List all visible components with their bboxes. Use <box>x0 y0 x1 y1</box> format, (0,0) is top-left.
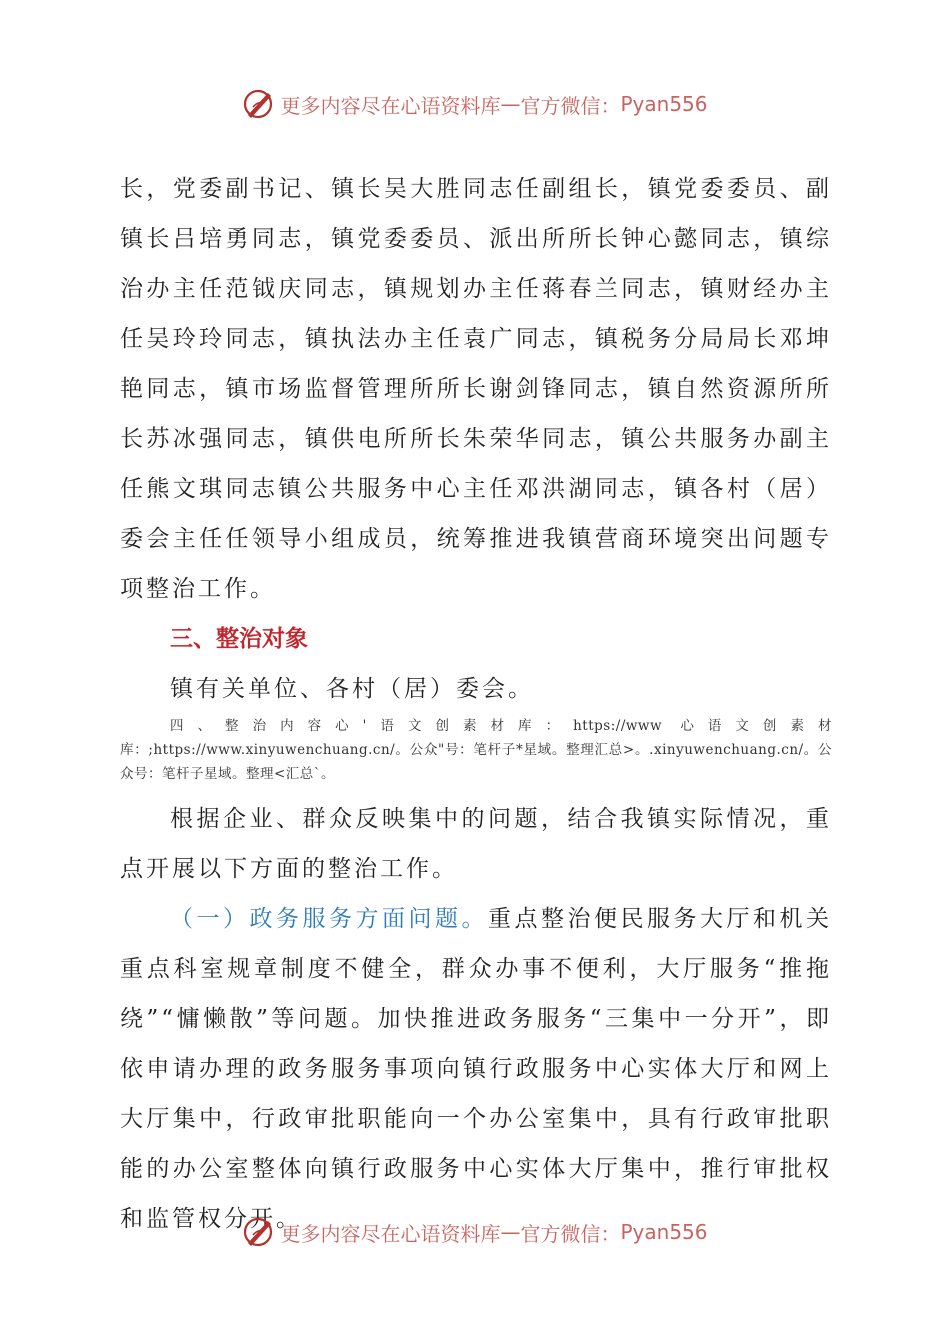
banner-wechat-id: Pyan556 <box>620 1220 708 1244</box>
banner-wechat-id: Pyan556 <box>620 92 708 116</box>
footer-banner <box>0 1212 950 1252</box>
banner-dash: — <box>500 92 521 116</box>
section-heading-3: 三、整治对象 <box>170 626 308 652</box>
paragraph-leadership: 长，党委副书记、镇长吴大胜同志任副组长，镇党委委员、副镇长吕培勇同志，镇党委委员、派出所所长钟心懿同志，镇综治办主任范钺庆同志，镇规划办主任蒋春兰同志，镇财经办主任吴玲玲同志，镇执法办主任袁广同志，镇税务分局局长邓坤艳同志，镇市场监督管理所所长谢剑锋同志，镇自然资源所所长苏冰强同志，镇供电所所长朱荣华同志，镇公共服务办副主任熊文琪同志镇公共服务中心主任邓洪湖同志，镇各村（居）委会主任任领导小组成员，统筹推进我镇营商环境突出问题专项整治工作。 <box>120 176 832 602</box>
paragraph-sub1 <box>120 894 832 1244</box>
banner-text: 更多内容尽在心语资料库 <box>280 1221 501 1246</box>
pen-logo-icon <box>242 1215 276 1249</box>
paragraph-intro <box>120 794 832 894</box>
pen-logo-icon <box>242 87 276 121</box>
watermark-note: 四、整治内容心'语文创素材库：https://www 心语文创素材库：;https://www.xinyuwenchuang.cn/。公众"号：笔杆子*星域。整理汇总>。.xinyuwenchuang.cn/。公众号：笔杆子星域。整理<汇总`。 <box>120 718 832 782</box>
subsection-1-text: 重点整治便民服务大厅和机关重点科室规章制度不健全，群众办事不便利，大厅服务“推拖绕”“慵懒散”等问题。加快推进政务服务“三集中一分开”，即依申请办理的政务服务事项向镇行政服务中心实体大厅和网上大厅集中，行政审批职能向一个办公室集中，具有行政审批职能的办公室整体向镇行政服务中心实体大厅集中，推行审批权和监管权分开。 <box>120 906 832 1232</box>
banner-wechat-label: 官方微信： <box>520 93 621 118</box>
banner-wechat-label: 官方微信： <box>520 1221 621 1246</box>
subsection-1-title: （一）政务服务方面问题。 <box>170 906 488 932</box>
paragraph-targets: 镇有关单位、各村（居）委会。 <box>170 676 534 702</box>
intro-text: 根据企业、群众反映集中的问题，结合我镇实际情况，重点开展以下方面的整治工作。 <box>120 806 832 882</box>
header-banner <box>0 84 950 124</box>
banner-dash: — <box>500 1220 521 1244</box>
document-body <box>120 164 832 1244</box>
banner-text: 更多内容尽在心语资料库 <box>280 93 501 118</box>
